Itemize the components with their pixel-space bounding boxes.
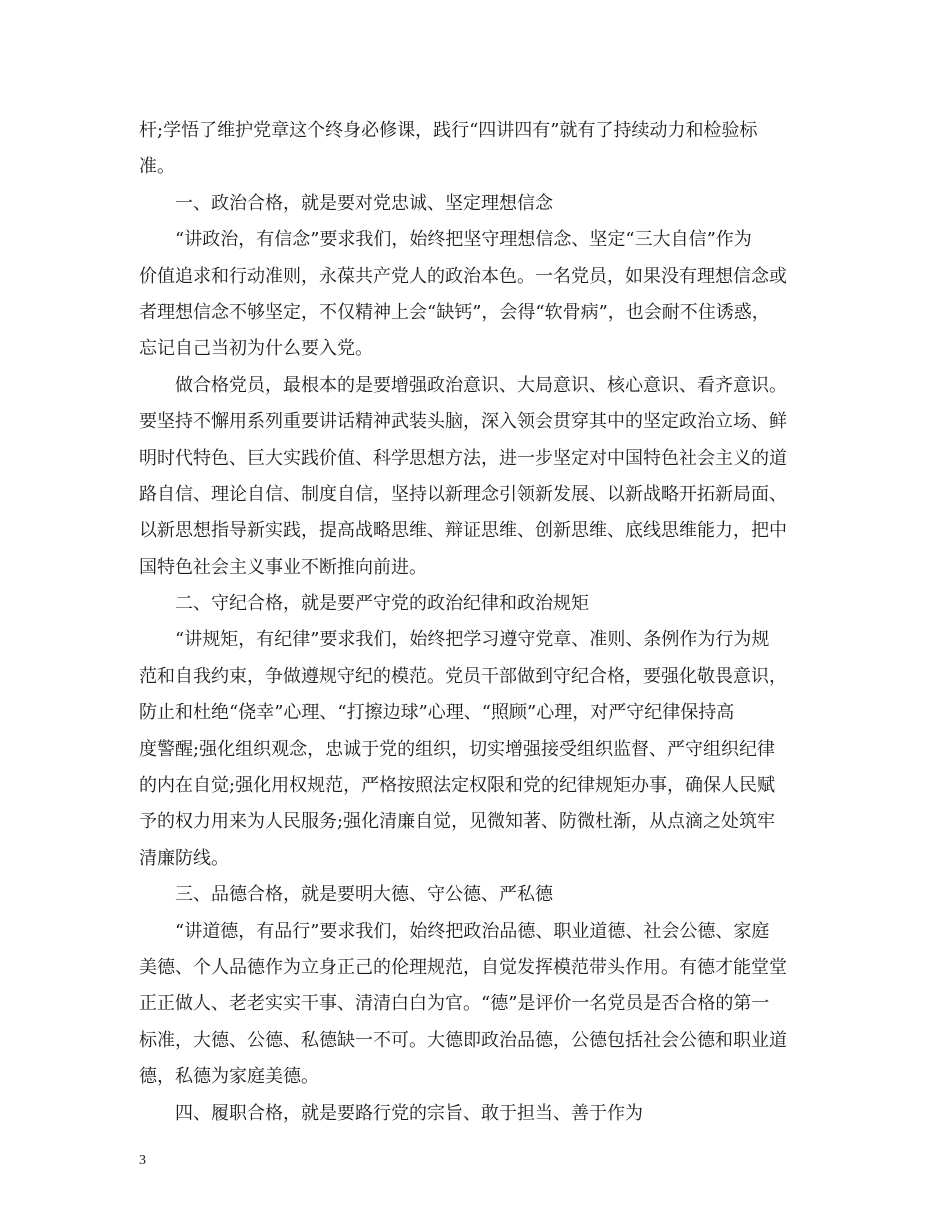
text-line: 明时代特色、巨大实践价值、科学思想方法，进一步坚定对中国特色社会主义的道 — [139, 447, 787, 469]
text-line: 二、守纪合格，就是要严守党的政治纪律和政治规矩 — [175, 593, 589, 615]
text-line: “讲规矩，有纪律”要求我们，始终把学习遵守党章、准则、条例作为行为规 — [175, 629, 770, 651]
text-line: “讲道德，有品行”要求我们，始终把政治品德、职业道德、社会公德、家庭 — [175, 920, 770, 942]
text-line: 路自信、理论自信、制度自信，坚持以新理念引领新发展、以新战略开拓新局面、 — [139, 483, 787, 505]
text-line: 者理想信念不够坚定，不仅精神上会“缺钙”，会得“软骨病”，也会耐不住诱惑， — [139, 301, 770, 323]
text-line: 正正做人、老老实实干事、清清白白为官。“德”是评价一名党员是否合格的第一 — [139, 993, 770, 1015]
text-line: 忘记自己当初为什么要入党。 — [139, 338, 373, 360]
text-line: 国特色社会主义事业不断推向前进。 — [139, 556, 427, 578]
text-line: 清廉防线。 — [139, 847, 229, 869]
text-line: 一、政治合格，就是要对党忠诚、坚定理想信念 — [175, 192, 553, 214]
text-line: 四、履职合格，就是要路行党的宗旨、敢于担当、善于作为 — [175, 1102, 643, 1124]
text-line: 美德、个人品德作为立身正己的伦理规范，自觉发挥模范带头作用。有德才能堂堂 — [139, 956, 787, 978]
document-body — [139, 113, 829, 1132]
text-line: 范和自我约束，争做遵规守纪的模范。党员干部做到守纪合格，要强化敬畏意识， — [139, 665, 787, 687]
text-line: 予的权力用来为人民服务;强化清廉自觉，见微知著、防微杜渐，从点滴之处筑牢 — [139, 811, 776, 833]
text-line: 度警醒;强化组织观念，忠诚于党的组织，切实增强接受组织监督、严守组织纪律 — [139, 738, 776, 760]
text-line: 以新思想指导新实践，提高战略思维、辩证思维、创新思维、底线思维能力，把中 — [139, 520, 787, 542]
text-line: “讲政治，有信念”要求我们，始终把坚守理想信念、坚定“三大自信”作为 — [175, 229, 752, 251]
text-line: 价值追求和行动准则，永葆共产党人的政治本色。一名党员，如果没有理想信念或 — [139, 265, 787, 287]
text-line: 杆;学悟了维护党章这个终身必修课，践行“四讲四有”就有了持续动力和检验标 — [139, 120, 758, 141]
text-line: 德，私德为家庭美德。 — [139, 1066, 319, 1088]
text-line: 要坚持不懈用系列重要讲话精神武装头脑，深入领会贯穿其中的坚定政治立场、鲜 — [139, 411, 787, 433]
text-line: 防止和杜绝“侥幸”心理、“打擦边球”心理、“照顾”心理，对严守纪律保持高 — [139, 702, 735, 724]
text-line: 标准，大德、公德、私德缺一不可。大德即政治品德，公德包括社会公德和职业道 — [139, 1029, 787, 1051]
text-line: 做合格党员，最根本的是要增强政治意识、大局意识、核心意识、看齐意识。 — [175, 374, 787, 396]
text-line: 的内在自觉;强化用权规范，严格按照法定权限和党的纪律规矩办事，确保人民赋 — [139, 775, 776, 797]
page-number: 3 — [139, 1153, 146, 1168]
text-line: 三、品德合格，就是要明大德、守公德、严私德 — [175, 884, 553, 906]
text-line: 准。 — [139, 156, 175, 178]
